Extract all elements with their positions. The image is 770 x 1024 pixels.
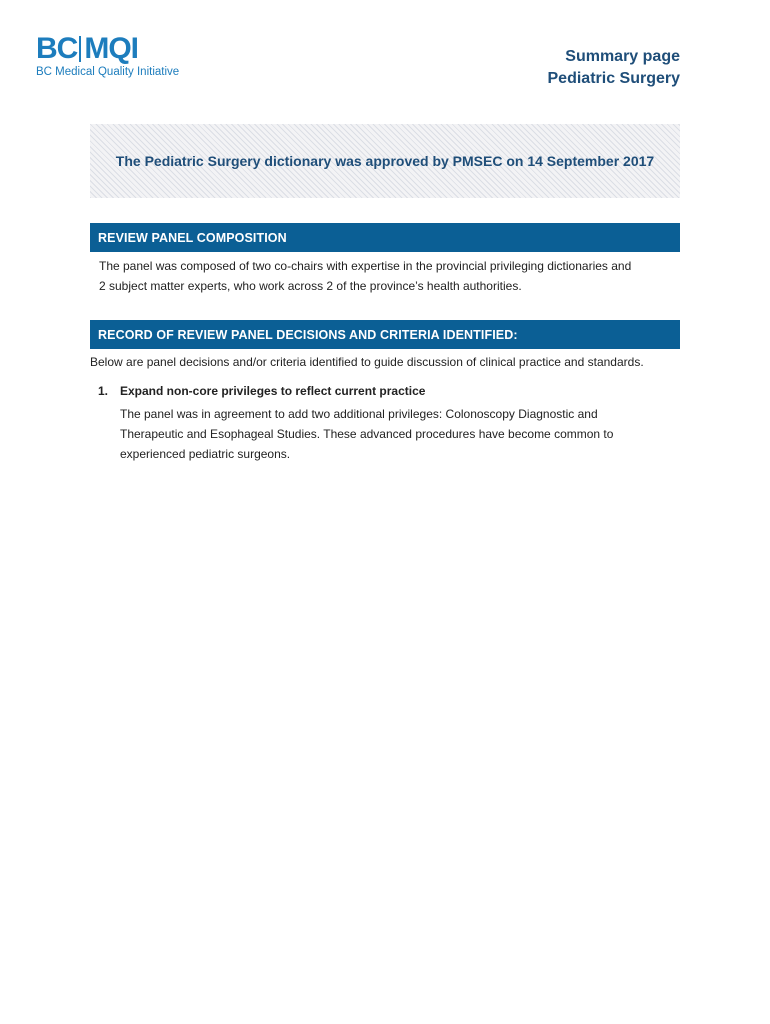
section-review-panel-composition xyxy=(90,223,680,252)
decision-item-body-line1: The panel was in agreement to add two additional privileges: Colonoscopy Diagnostic and xyxy=(120,407,598,421)
section-title: RECORD OF REVIEW PANEL DECISIONS AND CRITERIA IDENTIFIED: xyxy=(98,327,518,342)
approval-banner-text: The Pediatric Surgery dictionary was approved by PMSEC on 14 September 2017 xyxy=(115,153,655,169)
section1-body xyxy=(99,256,689,296)
logo-mark xyxy=(36,34,196,64)
decision-item xyxy=(98,381,688,464)
section2-intro: Below are panel decisions and/or criteria identified to guide discussion of clinical practice and standards. xyxy=(90,355,644,369)
decision-item-number: 1. xyxy=(98,384,109,398)
bcmqi-logo xyxy=(36,34,196,80)
section-title: REVIEW PANEL COMPOSITION xyxy=(98,230,287,245)
decision-item-body-line2: Therapeutic and Esophageal Studies. These advanced procedures have become common to xyxy=(120,427,614,441)
section-record-of-decisions xyxy=(90,320,680,349)
decision-item-body xyxy=(98,404,688,464)
summary-heading xyxy=(548,46,681,90)
section1-body-line2: 2 subject matter experts, who work across 2 of the province’s health authorities. xyxy=(99,279,522,293)
decision-item-body-line3: experienced pediatric surgeons. xyxy=(120,447,291,461)
logo-mark-left: BC xyxy=(36,32,78,65)
approval-banner xyxy=(90,124,680,198)
logo-mark-right: MQI xyxy=(84,32,139,65)
decision-item-title: Expand non-core privileges to reflect current practice xyxy=(120,384,426,398)
summary-heading-line1: Summary page xyxy=(565,48,680,65)
section1-body-line1: The panel was composed of two co-chairs with expertise in the provincial privileging dictionaries and xyxy=(99,259,632,273)
decision-item-heading xyxy=(98,381,688,401)
logo-divider xyxy=(79,36,81,62)
summary-heading-line2: Pediatric Surgery xyxy=(547,70,680,87)
logo-subtitle: BC Medical Quality Initiative xyxy=(36,66,180,78)
